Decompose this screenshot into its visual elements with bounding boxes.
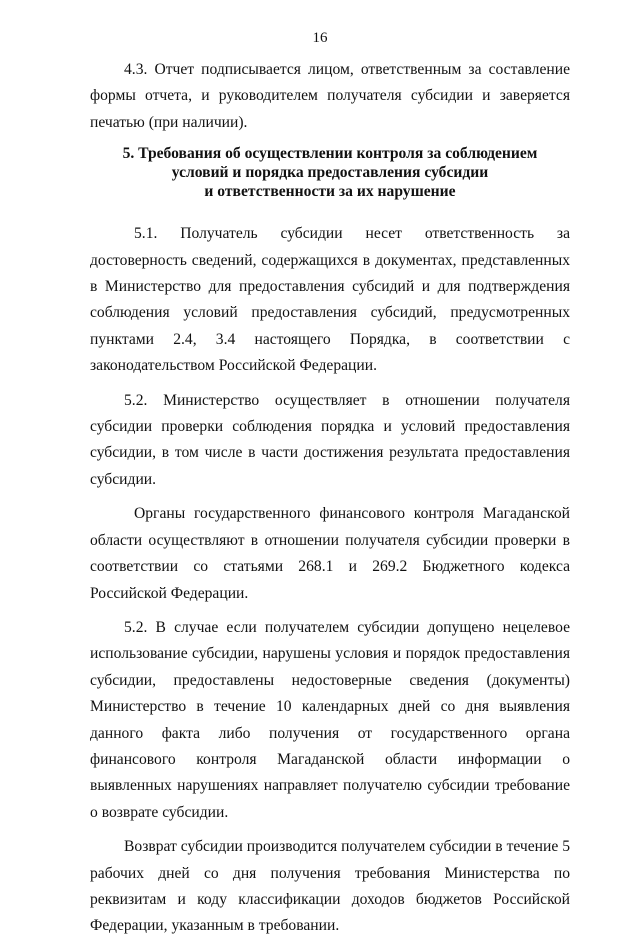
document-body <box>90 57 570 940</box>
paragraph-5-2-violations: 5.2. В случае если получателем субсидии допущено нецелевое использование субсидии, нарушены условия и порядок предоставления субсидии, предоставлены недостоверные сведения (документы) Министерство в течение 10 календарных дней со дня выявления данного факта либо получения от государственного органа финансового контроля Магаданской области информации о выявленных нарушениях направляет получателю субсидии требование о возврате субсидии. <box>90 618 570 821</box>
paragraph-financial-control-bodies: Органы государственного финансового контроля Магаданской области осуществляют в отношении получателя субсидии проверки в соответствии со статьями 268.1 и 269.2 Бюджетного кодекса Российской Федерации. <box>90 505 570 602</box>
paragraph-subsidy-return: Возврат субсидии производится получателем субсидии в течение 5 рабочих дней со дня получения требования Министерства по реквизитам и коду классификации доходов бюджетов Российской Федерации, указанным в требовании. <box>90 838 570 935</box>
page-number: 16 <box>312 30 328 46</box>
paragraph-5-2-inspections: 5.2. Министерство осуществляет в отношении получателя субсидии проверки соблюдения порядка и условий предоставления субсидии, в том числе в части достижения результата предоставления субсидии. <box>90 391 570 488</box>
section-5-heading-line-1: 5. Требования об осуществлении контроля за соблюдением <box>122 145 538 163</box>
section-5-heading <box>90 144 570 201</box>
section-5-heading-line-2: условий и порядка предоставления субсидии <box>171 164 489 182</box>
paragraph-4-3: 4.3. Отчет подписывается лицом, ответственным за составление формы отчета, и руководителем получателя субсидии и заверяется печатью (при наличии). <box>90 61 570 131</box>
section-5-heading-line-3: и ответственности за их нарушение <box>204 183 456 201</box>
paragraph-5-1: 5.1. Получатель субсидии несет ответственность за достоверность сведений, содержащихся в документах, представленных в Министерство для предоставления субсидий и для подтверждения соблюдения условий предоставления субсидий, предусмотренных пунктами 2.4, 3.4 настоящего Порядка, в соответствии с законодательством Российской Федерации. <box>90 225 570 375</box>
